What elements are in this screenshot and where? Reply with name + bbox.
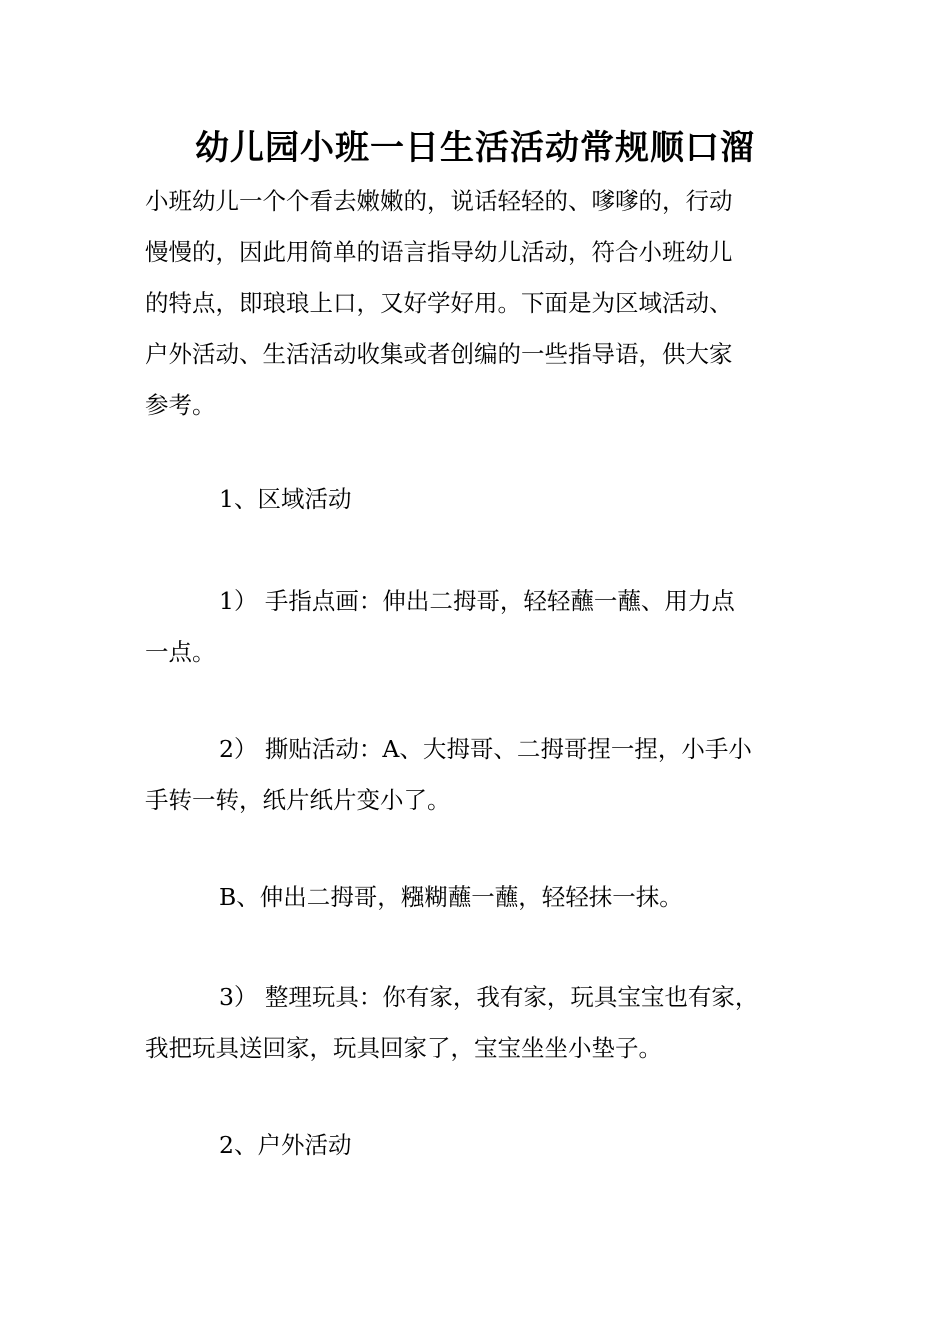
item-line: 一点。 (145, 638, 216, 666)
intro-line: 的特点，即琅琅上口，又好学好用。下面是为区域活动、 (145, 289, 733, 317)
document-title: 幼儿园小班一日生活活动常规顺口溜 (195, 128, 755, 168)
intro-line: 参考。 (145, 391, 216, 419)
item-tidy-toys (145, 972, 815, 1074)
intro-paragraph (145, 176, 815, 431)
item-line: 2） 撕贴活动：A、大拇哥、二拇哥捏一捏，小手小 (219, 735, 752, 763)
section-heading-area-activities (145, 474, 815, 525)
item-finger-painting (145, 576, 815, 678)
section-heading-outdoor-activities (145, 1120, 815, 1171)
intro-line: 户外活动、生活活动收集或者创编的一些指导语，供大家 (145, 340, 733, 368)
item-tear-paste (145, 724, 815, 826)
item-tear-paste-b (145, 872, 815, 923)
item-line: B、伸出二拇哥，糨糊蘸一蘸，轻轻抹一抹。 (219, 883, 683, 911)
item-line: 3） 整理玩具：你有家，我有家，玩具宝宝也有家， (219, 983, 759, 1011)
intro-line: 慢慢的，因此用简单的语言指导幼儿活动，符合小班幼儿 (145, 238, 733, 266)
item-line: 1） 手指点画：伸出二拇哥，轻轻蘸一蘸、用力点 (219, 587, 735, 615)
section-heading: 1、区域活动 (219, 485, 352, 513)
item-line: 我把玩具送回家，玩具回家了，宝宝坐坐小垫子。 (145, 1034, 662, 1062)
intro-line: 小班幼儿一个个看去嫩嫩的，说话轻轻的、嗲嗲的，行动 (145, 187, 733, 215)
section-heading: 2、户外活动 (219, 1131, 352, 1159)
item-line: 手转一转，纸片纸片变小了。 (145, 786, 451, 814)
